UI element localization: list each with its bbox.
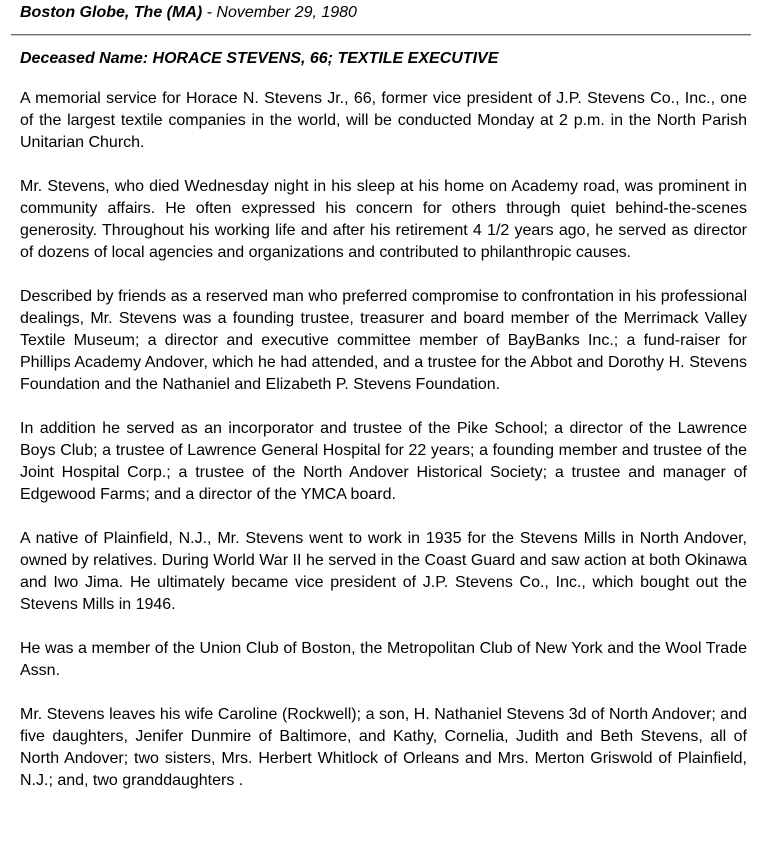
source-date-separator: - [202,4,217,21]
article-paragraph: Mr. Stevens, who died Wednesday night in his sleep at his home on Academy road, was prominent in community affairs. He often expressed his concern for others through quiet behind-the-scenes generosity. Throughout his working life and after his retirement 4 1/2 years ago, he served as director of dozens of local agencies and organizations and contributed to philanthropic causes. [20,178,747,261]
article-body [20,88,747,792]
article-paragraph: He was a member of the Union Club of Boston, the Metropolitan Club of New York and the Wool Trade Assn. [20,640,747,679]
publication-date: November 29, 1980 [216,4,357,21]
article-source-line [20,3,357,23]
header-divider [11,34,751,36]
deceased-headline: Deceased Name: HORACE STEVENS, 66; TEXTILE EXECUTIVE [20,50,499,67]
article-paragraph: A memorial service for Horace N. Stevens Jr., 66, former vice president of J.P. Stevens Co., Inc., one of the largest textile companies in the world, will be conducted Monday at 2 p.m. in the North Parish Unitarian Church. [20,90,747,151]
article-paragraph: In addition he served as an incorporator and trustee of the Pike School; a director of the Lawrence Boys Club; a trustee of Lawrence General Hospital for 22 years; a founding member and trustee of the Joint Hospital Corp.; a trustee of the North Andover Historical Society; a trustee and manager of Edgewood Farms; and a director of the YMCA board. [20,420,747,503]
article-paragraph: Described by friends as a reserved man who preferred compromise to confrontation in his professional dealings, Mr. Stevens was a founding trustee, treasurer and board member of the Merrimack Valley Textile Museum; a director and executive committee member of BayBanks Inc.; a fund-raiser for Phillips Academy Andover, which he had attended, and a trustee for the Abbot and Dorothy H. Stevens Foundation and the Nathaniel and Elizabeth P. Stevens Foundation. [20,288,747,393]
newspaper-name: Boston Globe, The (MA) [20,4,203,21]
article-paragraph: A native of Plainfield, N.J., Mr. Stevens went to work in 1935 for the Stevens Mills in North Andover, owned by relatives. During World War II he served in the Coast Guard and saw action at both Okinawa and Iwo Jima. He ultimately became vice president of J.P. Stevens Co., Inc., which bought out the Stevens Mills in 1946. [20,530,747,613]
article-paragraph: Mr. Stevens leaves his wife Caroline (Rockwell); a son, H. Nathaniel Stevens 3d of North Andover; and five daughters, Jenifer Dunmire of Baltimore, and Kathy, Cornelia, Judith and Beth Stevens, all of North Andover; two sisters, Mrs. Herbert Whitlock of Orleans and Mrs. Merton Griswold of Plainfield, N.J.; and, two granddaughters . [20,706,747,789]
